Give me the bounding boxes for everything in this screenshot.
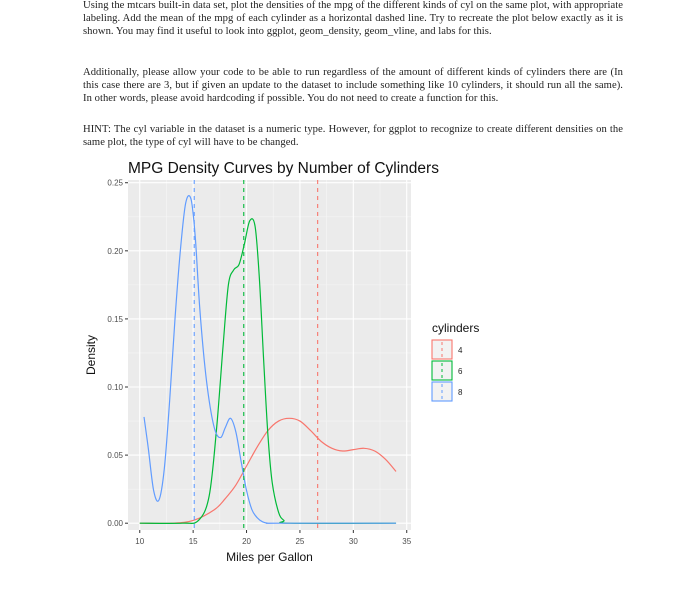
paragraph-instructions: Using the mtcars built-in data set, plot the densities of the mpg of the different kinds of cyl on the same plot, with appropriate labeling. Add the mean of the mpg of each cylinder as a horizontal dashed line. Try to recreate the plot below exactly as it is shown. You may find it useful to look into ggplot, geom_density, geom_vline, and labs for this. <box>83 0 623 37</box>
chart-title: MPG Density Curves by Number of Cylinders <box>128 160 439 177</box>
plot-panel <box>128 180 411 530</box>
legend-label-cyl-6: 6 <box>458 367 463 376</box>
paragraph-requirements: Additionally, please allow your code to be able to run regardless of the amount of different kinds of cylinders there are (In this case there are 3, but if given an update to the dataset to include something like 10 cylinders, it should run all the same). In other words, please avoid hardcoding if possible. You do not need to create a function for this. <box>83 67 623 104</box>
x-tick-label: 35 <box>402 537 412 546</box>
y-tick-label: 0.15 <box>107 314 123 324</box>
y-tick-label: 0.00 <box>107 519 123 529</box>
y-tick-label: 0.25 <box>107 178 123 188</box>
y-axis-label: Density <box>84 334 98 376</box>
legend-label-cyl-4: 4 <box>458 346 463 355</box>
x-axis-label: Miles per Gallon <box>226 550 313 564</box>
y-tick-label: 0.05 <box>107 451 123 461</box>
paragraph-hint: HINT: The cyl variable in the dataset is a numeric type. However, for ggplot to recognize to create different densities on the same plot, the type of cyl will have to be changed. <box>83 124 623 148</box>
x-tick-label: 25 <box>295 537 305 546</box>
x-tick-label: 15 <box>188 537 198 546</box>
y-tick-label: 0.10 <box>107 383 123 393</box>
y-tick-label: 0.20 <box>107 246 123 256</box>
legend <box>432 321 479 401</box>
legend-title: cylinders <box>432 321 480 335</box>
x-tick-label: 30 <box>348 537 358 546</box>
x-tick-label: 10 <box>135 537 145 546</box>
legend-label-cyl-8: 8 <box>458 388 463 397</box>
x-tick-label: 20 <box>242 537 251 546</box>
